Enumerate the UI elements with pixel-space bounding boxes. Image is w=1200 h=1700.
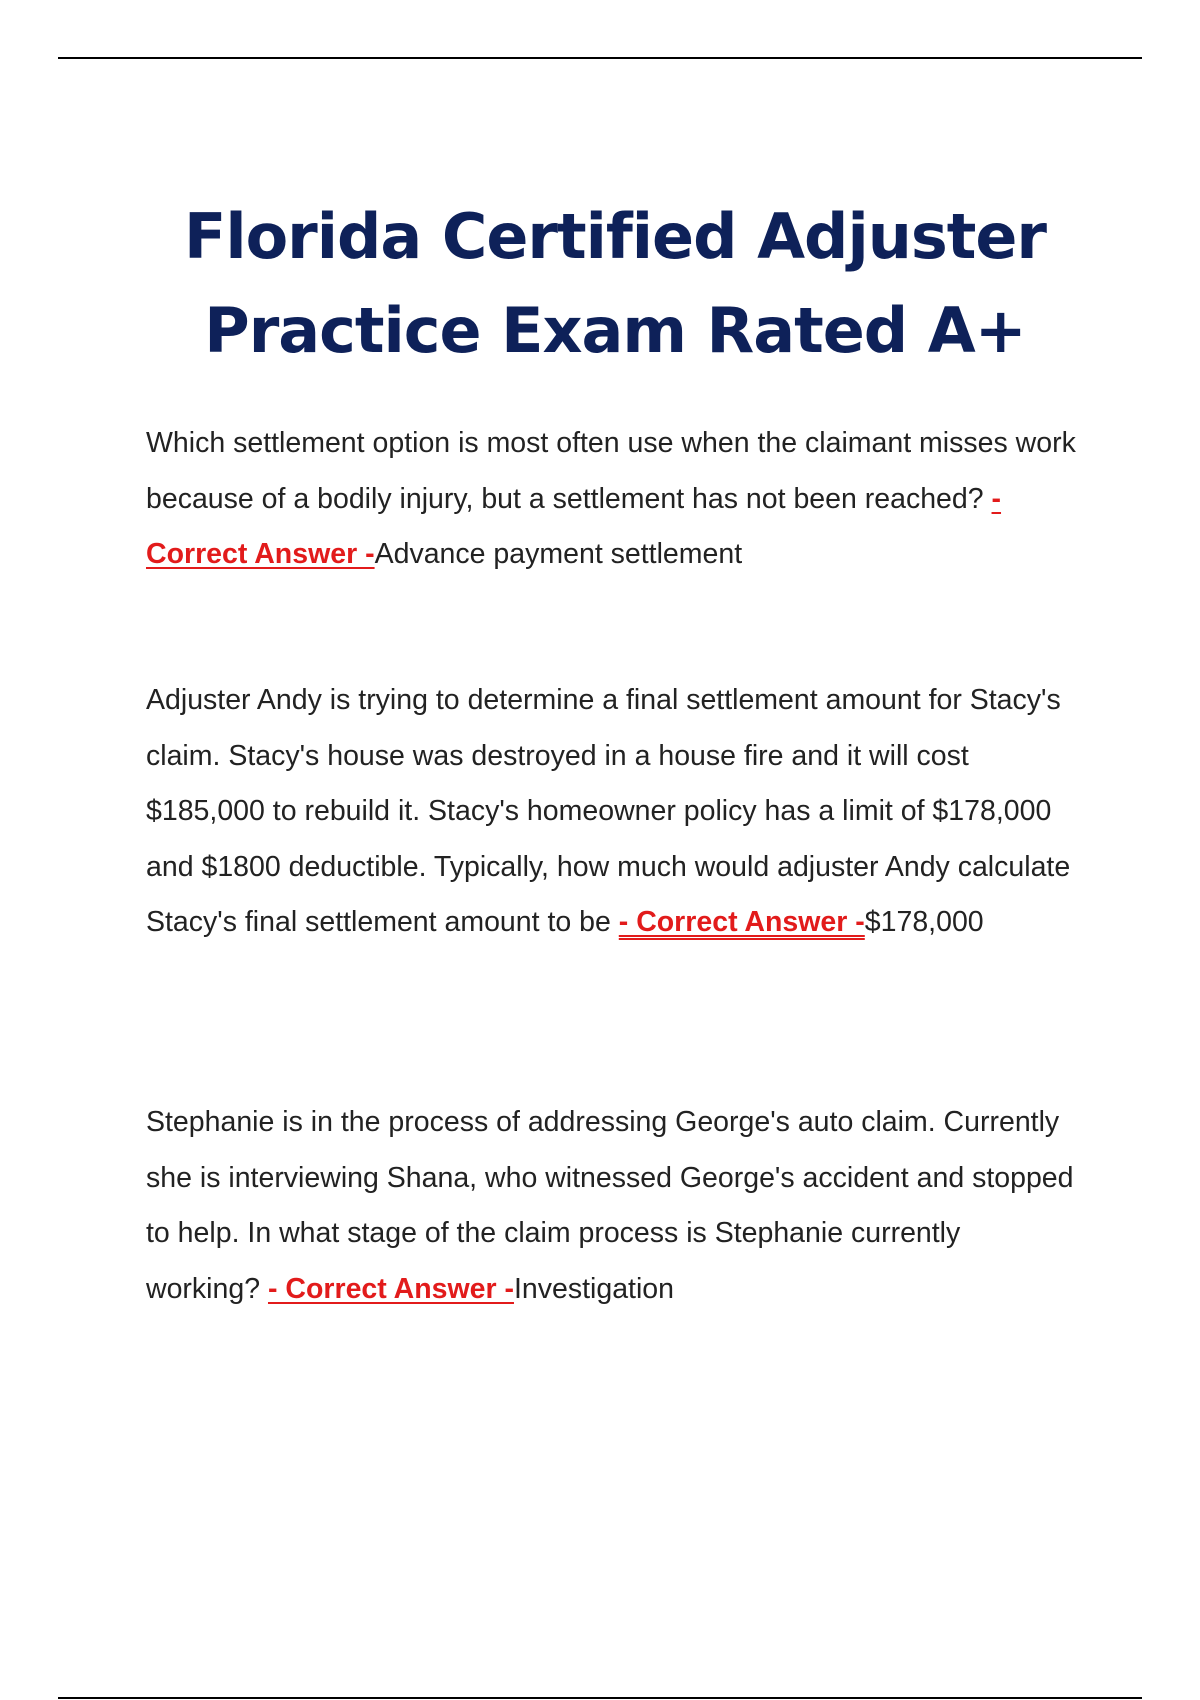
title-line-1: Florida Certified Adjuster: [183, 199, 1046, 273]
answer-text: $178,000: [864, 906, 984, 938]
question-block-2: [146, 673, 1076, 951]
page-title: [0, 190, 1200, 378]
top-rule: [58, 57, 1142, 59]
question-text: Stephanie is in the process of addressing George's auto claim. Currently she is interviewing Shana, who witnessed George's accident and stopped to help. In what stage of the claim process is Stephanie currently working?: [146, 1106, 1074, 1305]
correct-answer-label: - Correct Answer -: [146, 482, 1002, 570]
answer-text: Advance payment settlement: [374, 538, 743, 570]
title-line-2: Practice Exam Rated A+: [204, 293, 1026, 367]
question-text: Which settlement option is most often use when the claimant misses work because of a bodily injury, but a settlement has not been reached?: [146, 427, 1076, 515]
correct-answer-label: - Correct Answer -: [267, 1272, 514, 1305]
correct-answer-label: - Correct Answer -: [618, 906, 865, 938]
question-block-1: [146, 416, 1076, 583]
answer-text: Investigation: [513, 1272, 675, 1305]
question-block-3: [146, 1095, 1076, 1317]
bottom-rule: [58, 1697, 1142, 1699]
question-text: Adjuster Andy is trying to determine a final settlement amount for Stacy's claim. Stacy's house was destroyed in a house fire and it will cost $185,000 to rebuild it. Stacy's homeowner policy has a limit of $178,000 and $1800 deductible. Typically, how much would adjuster Andy calculate Stacy's final settlement amount to be: [146, 684, 1071, 938]
